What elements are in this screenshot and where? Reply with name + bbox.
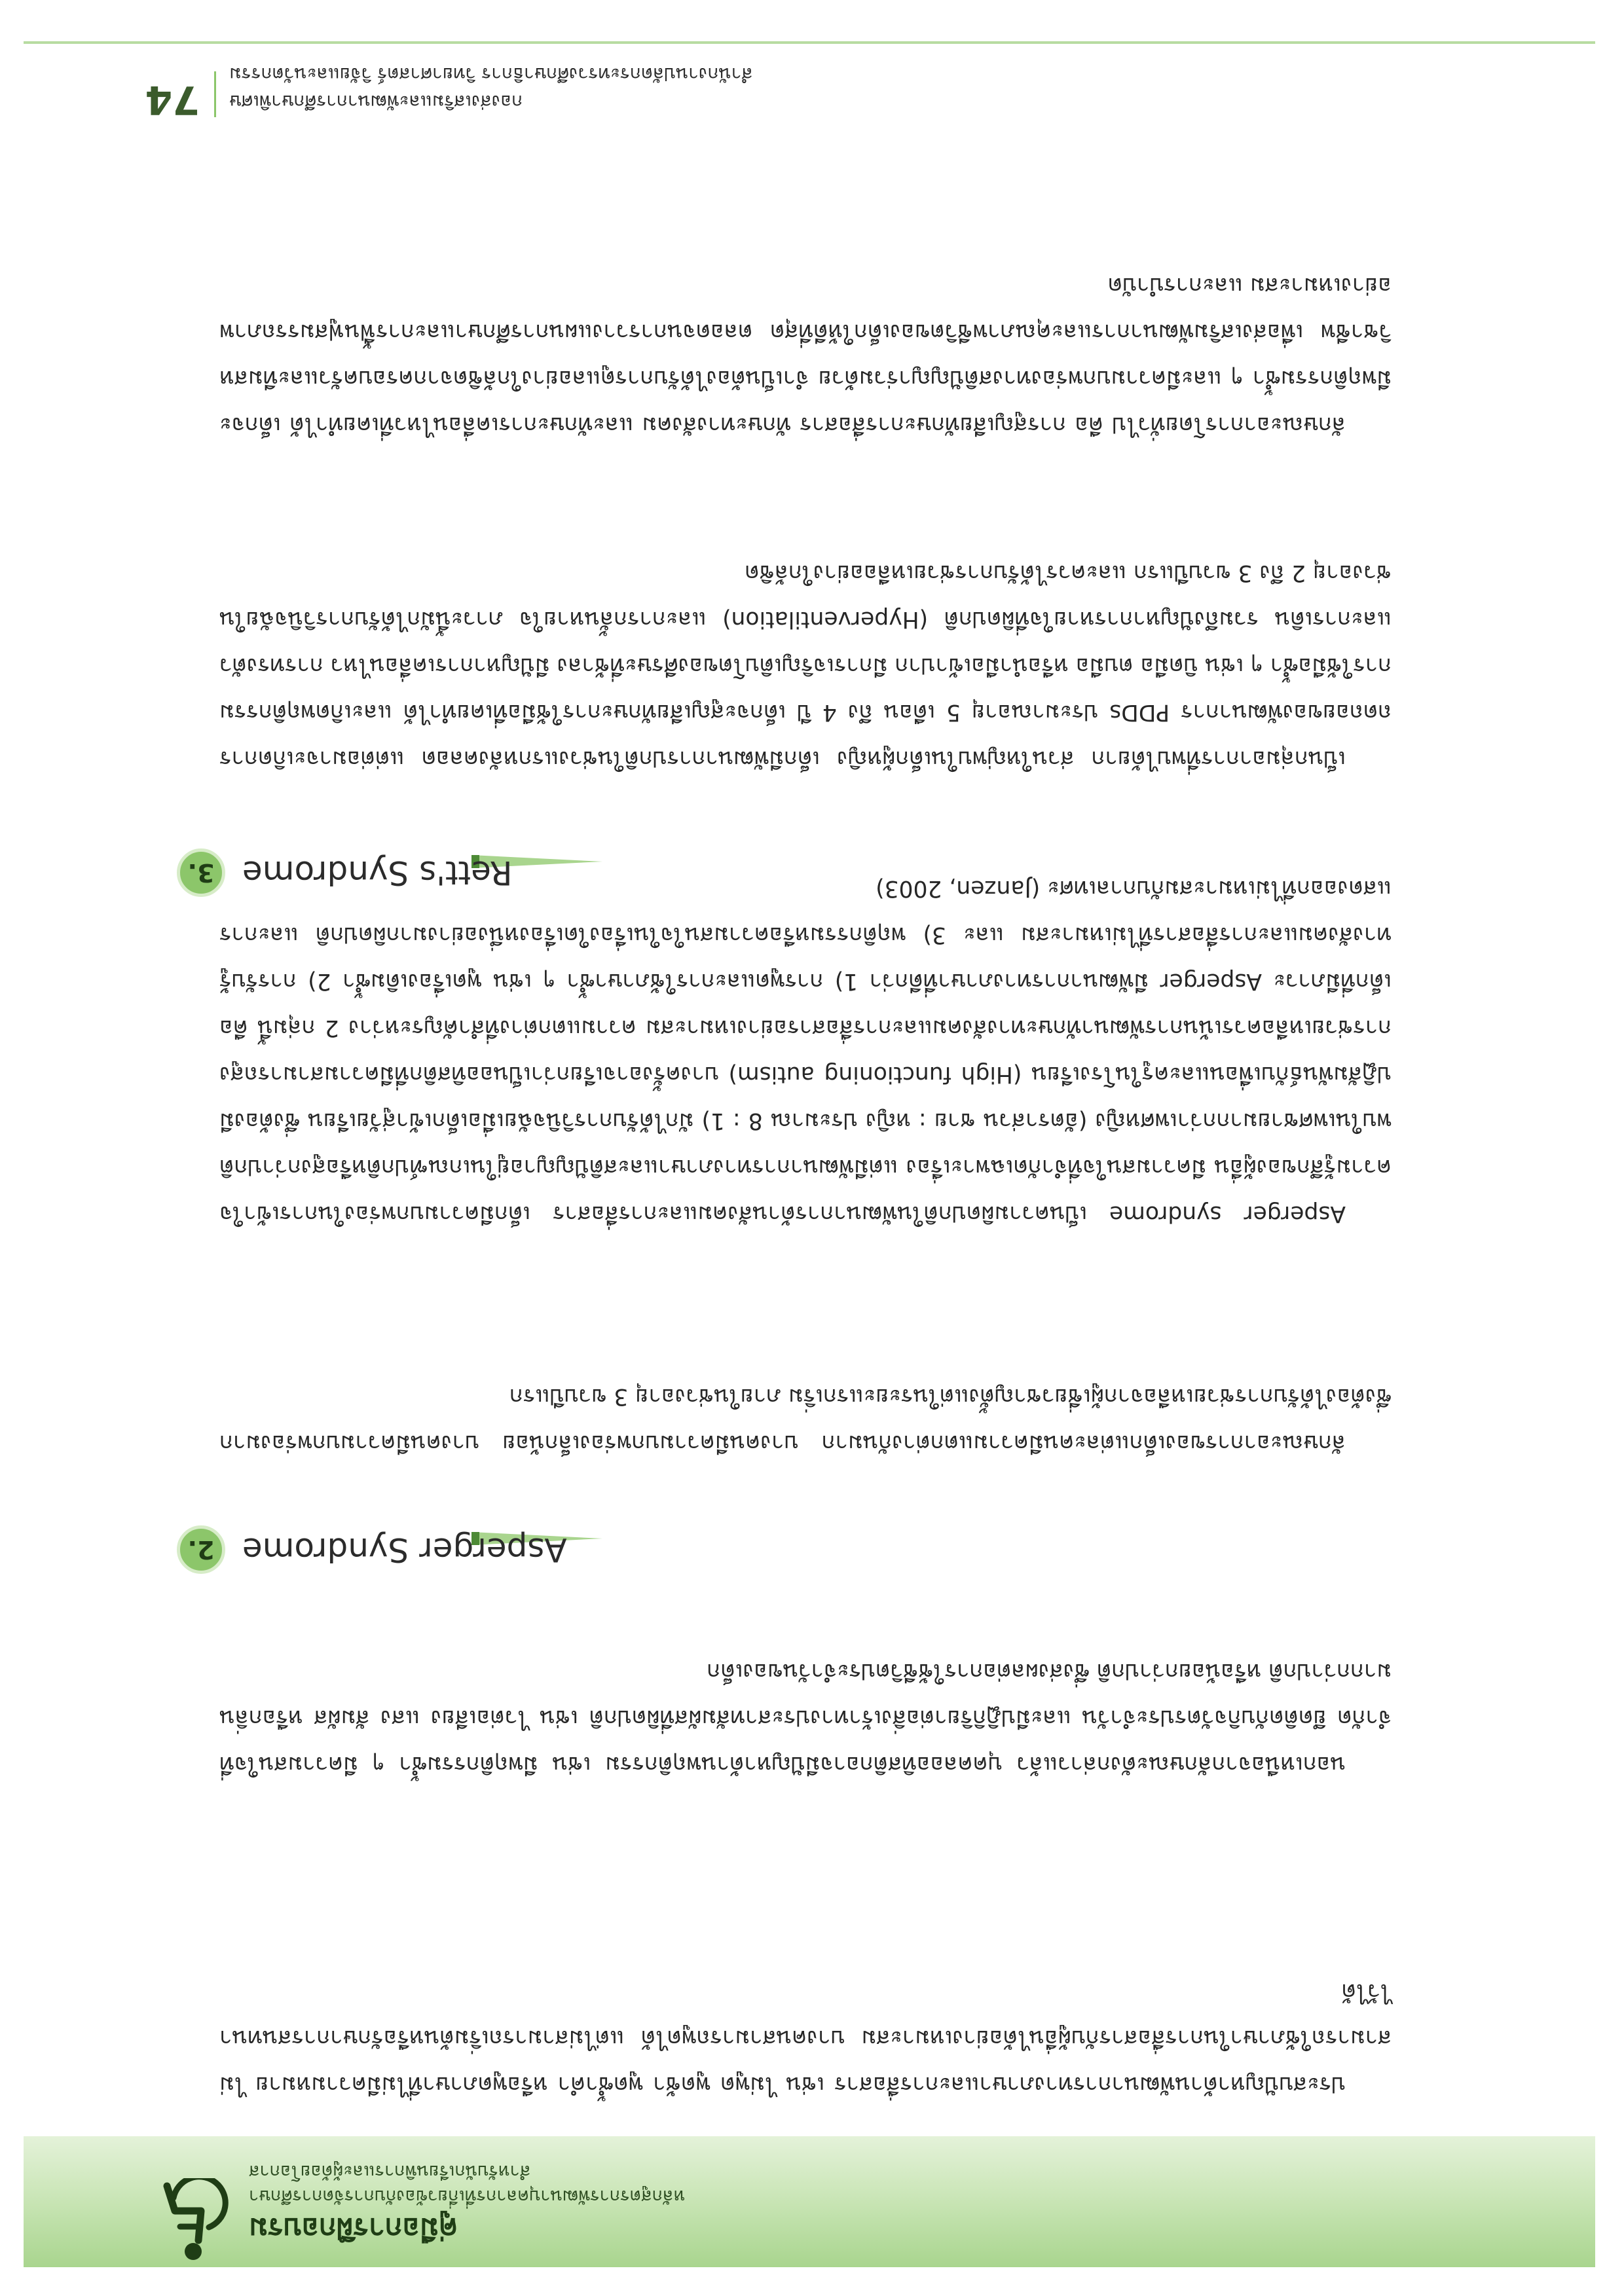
wheelchair-icon <box>154 2178 239 2263</box>
section-title: Asperger Syndrome <box>242 1531 567 1569</box>
header-subtitle-2: สำหรับนักเรียนพิการและผู้ด้อยโอกาส <box>249 2161 531 2181</box>
paragraph-2: นอกเหนือจากลักษณะดังกล่าวแล้ว บุคคลออทิสติกอาจมีปัญหาด้านพฤติกรรม เช่น มีพฤติกรรมซ้ำ ๆ มีความสนใจที่จำกัด ยึดติดกับกิจวัตรประจำวัน และมีปฏิกิริยาต่อสิ่งเร้าทางประสาทสัมผัสที่ผิดปกติ เช่น ไวต่อเสียง แสง สัมผัส หรือกลิ่นมากกว่าปกติ หรือน้อยกว่าปกติ ซึ่งส่งผลต่อการใช้ชีวิตประจำวันของเด็ก <box>219 1658 1392 1777</box>
header-title: คู่มือการฝึกอบรม <box>249 2212 458 2245</box>
page-number: 74 <box>145 77 200 122</box>
paragraph-5: เป็นกลุ่มอาการที่พบได้ยาก ส่วนใหญ่พบในเด็กผู้หญิง เด็กมีพัฒนาการปกติในช่วงแรกหลังคลอด แต่ต่อมาจะเกิดการถดถอยของพัฒนาการ PDDs ประมาณอายุ 5 เดือน ถึง 4 ปี เด็กจะสูญเสียทักษะการใช้มือที่เคยทำได้ และเกิดพฤติกรรมการใช้มือซ้ำ ๆ เช่น บิดมือ ตบมือ หรือนำมือเข้าปาก มีการเจริญเติบโตของศีรษะที่ช้าลง มีปัญหาการเคลื่อนไหว การทรงตัว และการเดิน รวมถึงปัญหาการหายใจที่ผิดปกติ (Hyperventilation) และการกลั้นหายใจ ภาวะนี้มักได้รับการวินิจฉัยในช่วงอายุ 2 ถึง 3 ขวบปีแรก และควรได้รับการช่วยเหลืออย่างใกล้ชิด <box>219 560 1392 772</box>
section-heading-asperger <box>177 1516 602 1579</box>
section-number-badge: 3. <box>177 848 225 897</box>
footer-rule <box>24 41 1595 44</box>
paragraph-6: ลักษณะอาการโดยทั่วไป คือ การสูญเสียทักษะการสื่อสาร ทักษะทางสังคม และทักษะการเคลื่อนไหวที่เคยทำได้ เด็กจะมีพฤติกรรมซ้ำ ๆ และมีความบกพร่องทางสติปัญญาร่วมด้วย จำเป็นต้องได้รับการดูแลอย่างใกล้ชิดจากครอบครัวและทีมสหวิชาชีพ เพื่อส่งเสริมพัฒนาการและคุณภาพชีวิตของเด็กให้ดีที่สุด ตลอดจนการวางแผนการศึกษาและการฟื้นฟูสมรรถภาพอย่างเหมาะสม และการบำบัด <box>219 272 1392 438</box>
paragraph-4: Asperger syndrome เป็นความผิดปกติในพัฒนาการด้านสังคมและการสื่อสาร เด็กมีความบกพร่องในการเข้าใจความรู้สึกของผู้อื่น มีความสนใจที่จำกัดเฉพาะเรื่อง แต่มีพัฒนาการทางภาษาและสติปัญญาอยู่ในเกณฑ์ปกติหรือสูงกว่าปกติ พบในเพศชายมากกว่าเพศหญิง (อัตราส่วน ชาย : หญิง ประมาณ 8 : 1) มักได้รับการวินิจฉัยเมื่อเด็กเข้าสู่วัยเรียน ซึ่งต้องมีปฏิสัมพันธ์กับเพื่อนและครูในโรงเรียน (High functioning autism) บางครั้งอาจเรียกว่าเป็นออทิสติกที่มีความสามารถสูง การช่วยเหลือควรเน้นการพัฒนาทักษะทางสังคมและการสื่อสารอย่างเหมาะสม ความแตกต่างที่สำคัญระหว่าง 2 กลุ่มนี้ คือ เด็กที่มีภาวะ Asperger มีพัฒนาการทางภาษาที่ดีกว่า 1) การพูดและการใช้ภาษาซ้ำ ๆ เช่น พูดเรื่องเดิมซ้ำ 2) การรับรู้ทางสังคมและการสื่อสารที่ไม่เหมาะสม และ 3) พฤติกรรมหรือความสนใจในเรื่องใดเรื่องหนึ่งอย่างมากผิดปกติ และการแสดงออกที่ไม่เหมาะสมกับกาลเทศะ (Janzen, 2003) <box>219 875 1392 1227</box>
footer-line-2: สำนักงานปลัดกระทรวงศึกษาธิการ วิทยาศาสตร์ วิจัยและนวัตกรรม <box>229 64 753 85</box>
section-heading-rett <box>177 839 602 902</box>
paragraph-1: ประสบปัญหาด้านพัฒนาการทางภาษาและการสื่อสาร เช่น ไม่พูด พูดช้า พูดซ้ำคำ หรือพูดภาษาที่ไม่มีความหมาย ไม่สามารถใช้ภาษาในการสื่อสารกับผู้อื่นได้อย่างเหมาะสม บางคนสามารถพูดได้ แต่ไม่สามารถเริ่มต้นหรือรักษาการสนทนาไว้ได้ <box>219 1978 1392 2098</box>
header-subtitle-1: หลักสูตรการพัฒนาบุคลากรที่เกี่ยวข้องกับการจัดการศึกษา <box>249 2186 686 2206</box>
footer-line-1: กองส่งเสริมและพัฒนาการศึกษาพิเศษ <box>229 91 523 113</box>
section-number-badge: 2. <box>177 1525 225 1574</box>
paragraph-3: ลักษณะอาการของเด็กแต่ละคนมีความแตกต่างกันมาก บางคนมีความบกพร่องเล็กน้อย บางคนมีความบกพร่องมาก ซึ่งต้องได้รับการช่วยเหลือจากผู้เชี่ยวชาญตั้งแต่ในระยะแรกเริ่ม ภายในช่วงอายุ 3 ขวบปีแรก <box>219 1383 1392 1456</box>
section-title: Rett's Syndrome <box>242 854 513 892</box>
footer-divider <box>214 71 216 117</box>
